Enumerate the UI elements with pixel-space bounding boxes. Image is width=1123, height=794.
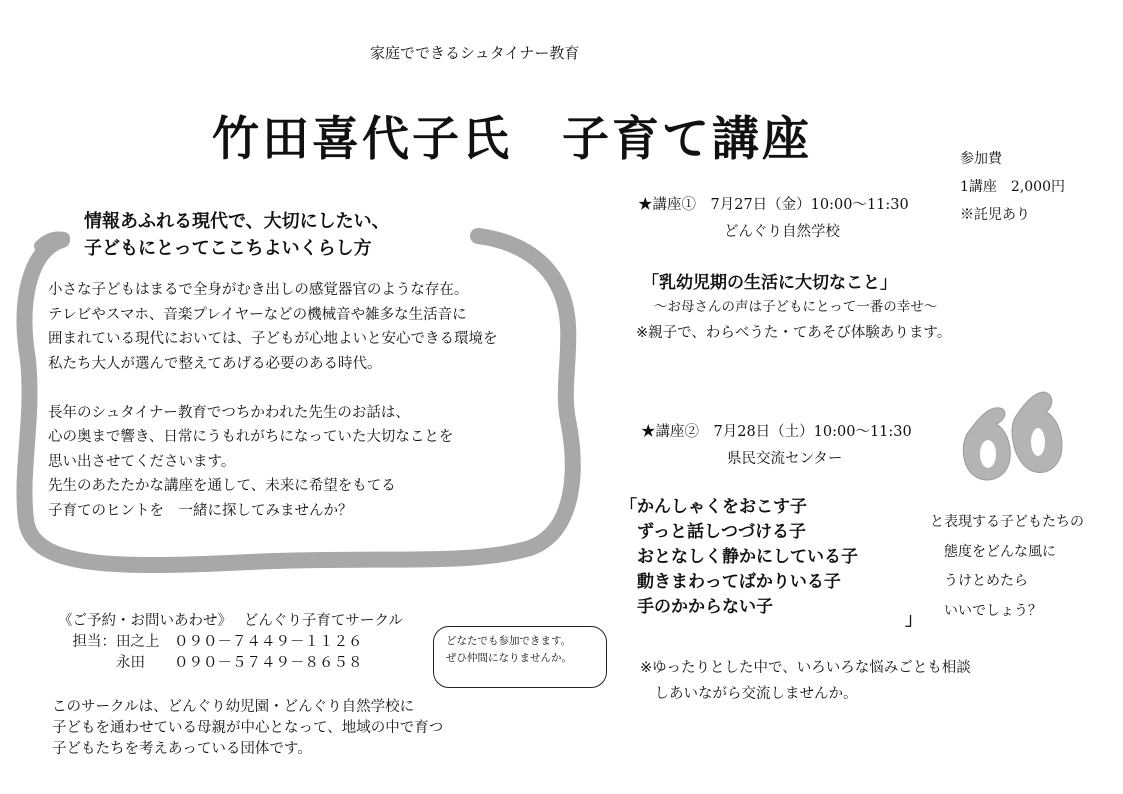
intro-paragraph: 小さな子どもはまるで全身がむき出しの感覚器官のような存在。 テレビやスマホ、音楽プレイヤーなどの機械音や雑多な生活音に 囲まれている現代においては、子どもが心地よいと安心できる環境を 私たち大人が選んで整えてあげる必要のある時代。 xyxy=(48,282,498,372)
description-line: 子どもを通わせている母親が中心となって、地域の中で育つ xyxy=(52,720,444,736)
lecture2-question xyxy=(930,508,1084,626)
list-item: 手のかからない子 xyxy=(620,597,773,617)
question-line: うけとめたら xyxy=(930,573,1028,589)
intro-heading-line: 情報あふれる現代で、大切にしたい、 xyxy=(84,211,390,232)
fee-box xyxy=(960,145,1065,229)
list-item: 「かんしゃくをおこす子 xyxy=(620,497,807,517)
question-line: いいでしょう？ xyxy=(930,602,1042,619)
acorn-pair-icon xyxy=(950,380,1080,490)
question-line: と表現する子どもたちの xyxy=(930,514,1084,530)
description-line: 子どもたちを考えあっている団体です。 xyxy=(52,741,312,757)
lecture2-footer xyxy=(640,655,971,707)
contact-line: 《ご予約・お問いあわせ》 どんぐり子育てサークル xyxy=(58,613,403,629)
lecture1-info xyxy=(638,193,909,241)
lecture1-schedule: ★講座① 7月27日（金）10:00～11:30 xyxy=(638,197,909,213)
footer-line: ※ゆったりとした中で、いろいろな悩みごとも相談 xyxy=(640,660,971,676)
lecture2-venue: 県民交流センター xyxy=(727,451,843,467)
invite-bubble xyxy=(433,626,607,688)
intro-heading-line: 子どもにとってここちよいくらし方 xyxy=(84,238,372,259)
lecture1-note: ※親子で、わらべうた・てあそび体験あります。 xyxy=(636,325,952,341)
lecture2-schedule: ★講座② 7月28日（土）10:00～11:30 xyxy=(641,424,912,440)
list-close-quote: 」 xyxy=(905,610,922,630)
lecture1-subtitle: ～お母さんの声は子どもにとって一番の幸せ～ xyxy=(654,299,938,315)
list-item: 動きまわってばかりいる子 xyxy=(620,572,841,592)
question-line: 態度をどんな風に xyxy=(930,543,1056,560)
contact-line: 担当：田之上 ０９０－７４４９－１１２６ xyxy=(58,634,363,650)
fee-note: ※託児あり xyxy=(960,207,1030,223)
intro-heading xyxy=(84,208,390,262)
bubble-line: どなたでも参加できます。 xyxy=(446,635,572,647)
contact-block xyxy=(58,611,403,674)
description-line: このサークルは、どんぐり幼児園・どんぐり自然学校に xyxy=(52,699,415,715)
lecture1-title: 「乳幼児期の生活に大切なこと」 xyxy=(642,273,897,293)
fee-label: 参加費 xyxy=(960,151,1002,167)
lecture2-info xyxy=(641,420,912,468)
list-item: おとなしく静かにしている子 xyxy=(620,547,858,567)
circle-description xyxy=(52,697,443,760)
contact-line: 永田 ０９０－５７４９－８６５８ xyxy=(58,655,363,671)
footer-line: しあいながら交流しませんか。 xyxy=(640,686,858,702)
bubble-line: ぜひ仲間になりませんか。 xyxy=(446,652,572,664)
lecture1-venue: どんぐり自然学校 xyxy=(724,224,840,240)
fee-price: 1講座 2,000円 xyxy=(960,179,1065,195)
event-subtitle: 家庭でできるシュタイナー教育 xyxy=(370,44,580,62)
intro-paragraph: 長年のシュタイナー教育でつちかわれた先生のお話は、 心の奥まで響き、日常にうもれがちになっていた大切なことを 思い出させてくださいます。 先生のあたたかな講座を通して、未来に希望をもてる 子育てのヒントを 一緒に探してみませんか？ xyxy=(48,404,454,519)
page-title: 竹田喜代子氏 子育て講座 xyxy=(212,112,812,167)
lecture2-child-types xyxy=(620,495,858,620)
intro-body xyxy=(48,278,578,548)
list-item: ずっと話しつづける子 xyxy=(620,522,806,542)
